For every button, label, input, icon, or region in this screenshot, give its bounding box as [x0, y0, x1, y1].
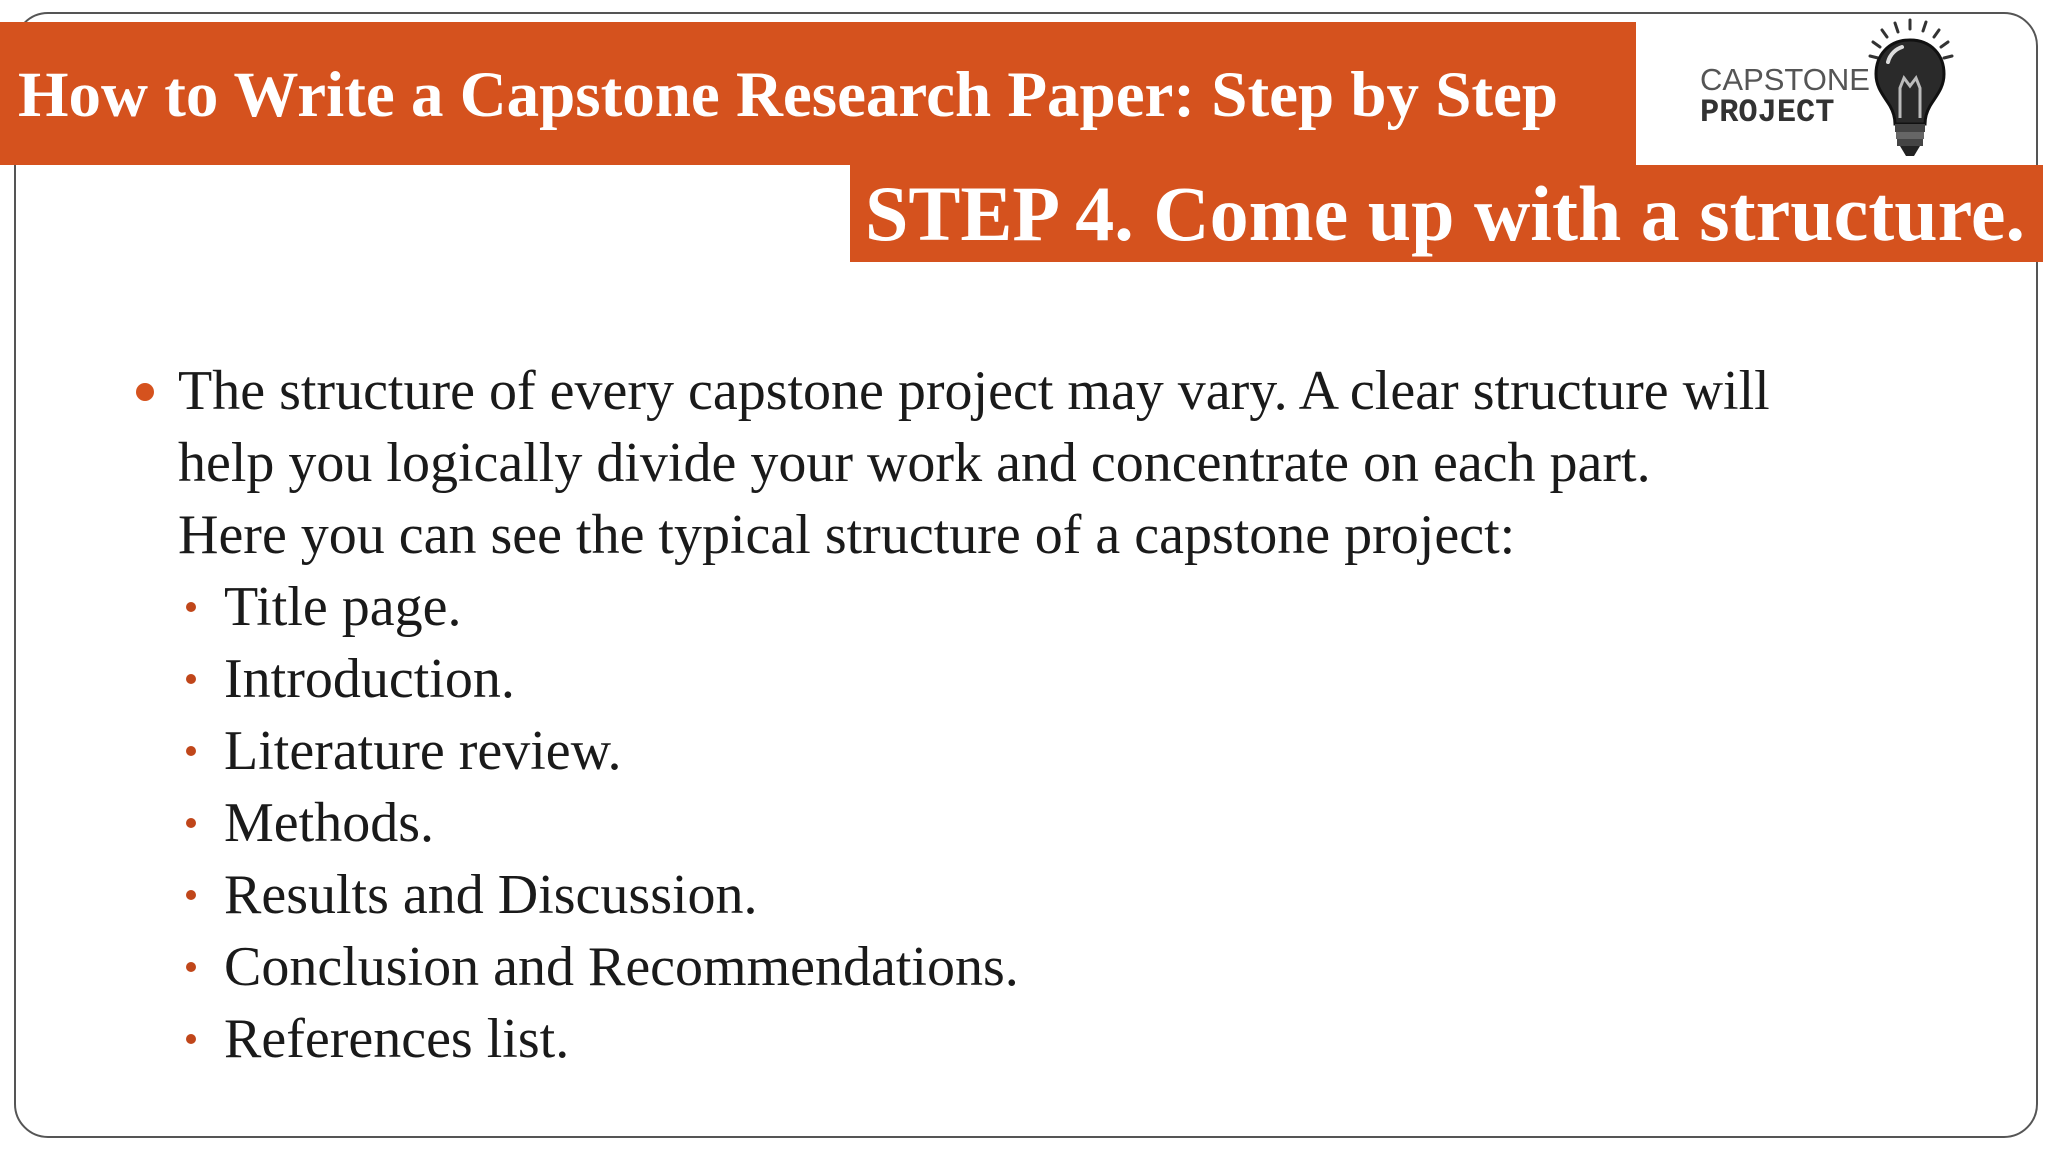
bullet-dot — [186, 818, 196, 828]
list-item-literature-review — [178, 715, 1930, 787]
list-item-references — [178, 1003, 1930, 1075]
list-item-label: Introduction. — [224, 648, 515, 710]
logo-line-1: CAPSTONE — [1700, 62, 1870, 97]
bullet-dot — [186, 890, 196, 900]
list-item-conclusion — [178, 931, 1930, 1003]
list-item-label: Title page. — [224, 576, 462, 638]
list-item-results — [178, 859, 1930, 931]
list-item-label: Methods. — [224, 792, 434, 854]
title-banner — [0, 22, 1636, 165]
step-heading: STEP 4. Come up with a structure. — [865, 169, 2025, 257]
body-line-1: The structure of every capstone project may vary. A clear structure will — [178, 360, 1770, 422]
body-line-2: help you logically divide your work and concentrate on each part. — [178, 432, 1651, 494]
lightbulb-icon — [1840, 18, 1970, 168]
capstone-project-logo — [1700, 18, 1970, 168]
bullet-dot — [186, 746, 196, 756]
list-item-introduction — [178, 643, 1930, 715]
main-bullet — [130, 355, 1930, 571]
list-item-label: Literature review. — [224, 720, 622, 782]
list-item-methods — [178, 787, 1930, 859]
bullet-dot — [136, 383, 154, 401]
logo-line-2: PROJECT — [1700, 94, 1835, 131]
slide-content — [130, 355, 1930, 1075]
bullet-dot — [186, 674, 196, 684]
structure-list — [130, 571, 1930, 1075]
bullet-dot — [186, 602, 196, 612]
step-banner — [850, 165, 2043, 262]
list-item-title-page — [178, 571, 1930, 643]
list-item-label: Results and Discussion. — [224, 864, 758, 926]
list-item-label: References list. — [224, 1008, 570, 1070]
slide-title: How to Write a Capstone Research Paper: Step by Step — [18, 59, 1559, 131]
bullet-dot — [186, 962, 196, 972]
body-line-3: Here you can see the typical structure of a capstone project: — [178, 504, 1516, 566]
bullet-dot — [186, 1034, 196, 1044]
list-item-label: Conclusion and Recommendations. — [224, 936, 1019, 998]
